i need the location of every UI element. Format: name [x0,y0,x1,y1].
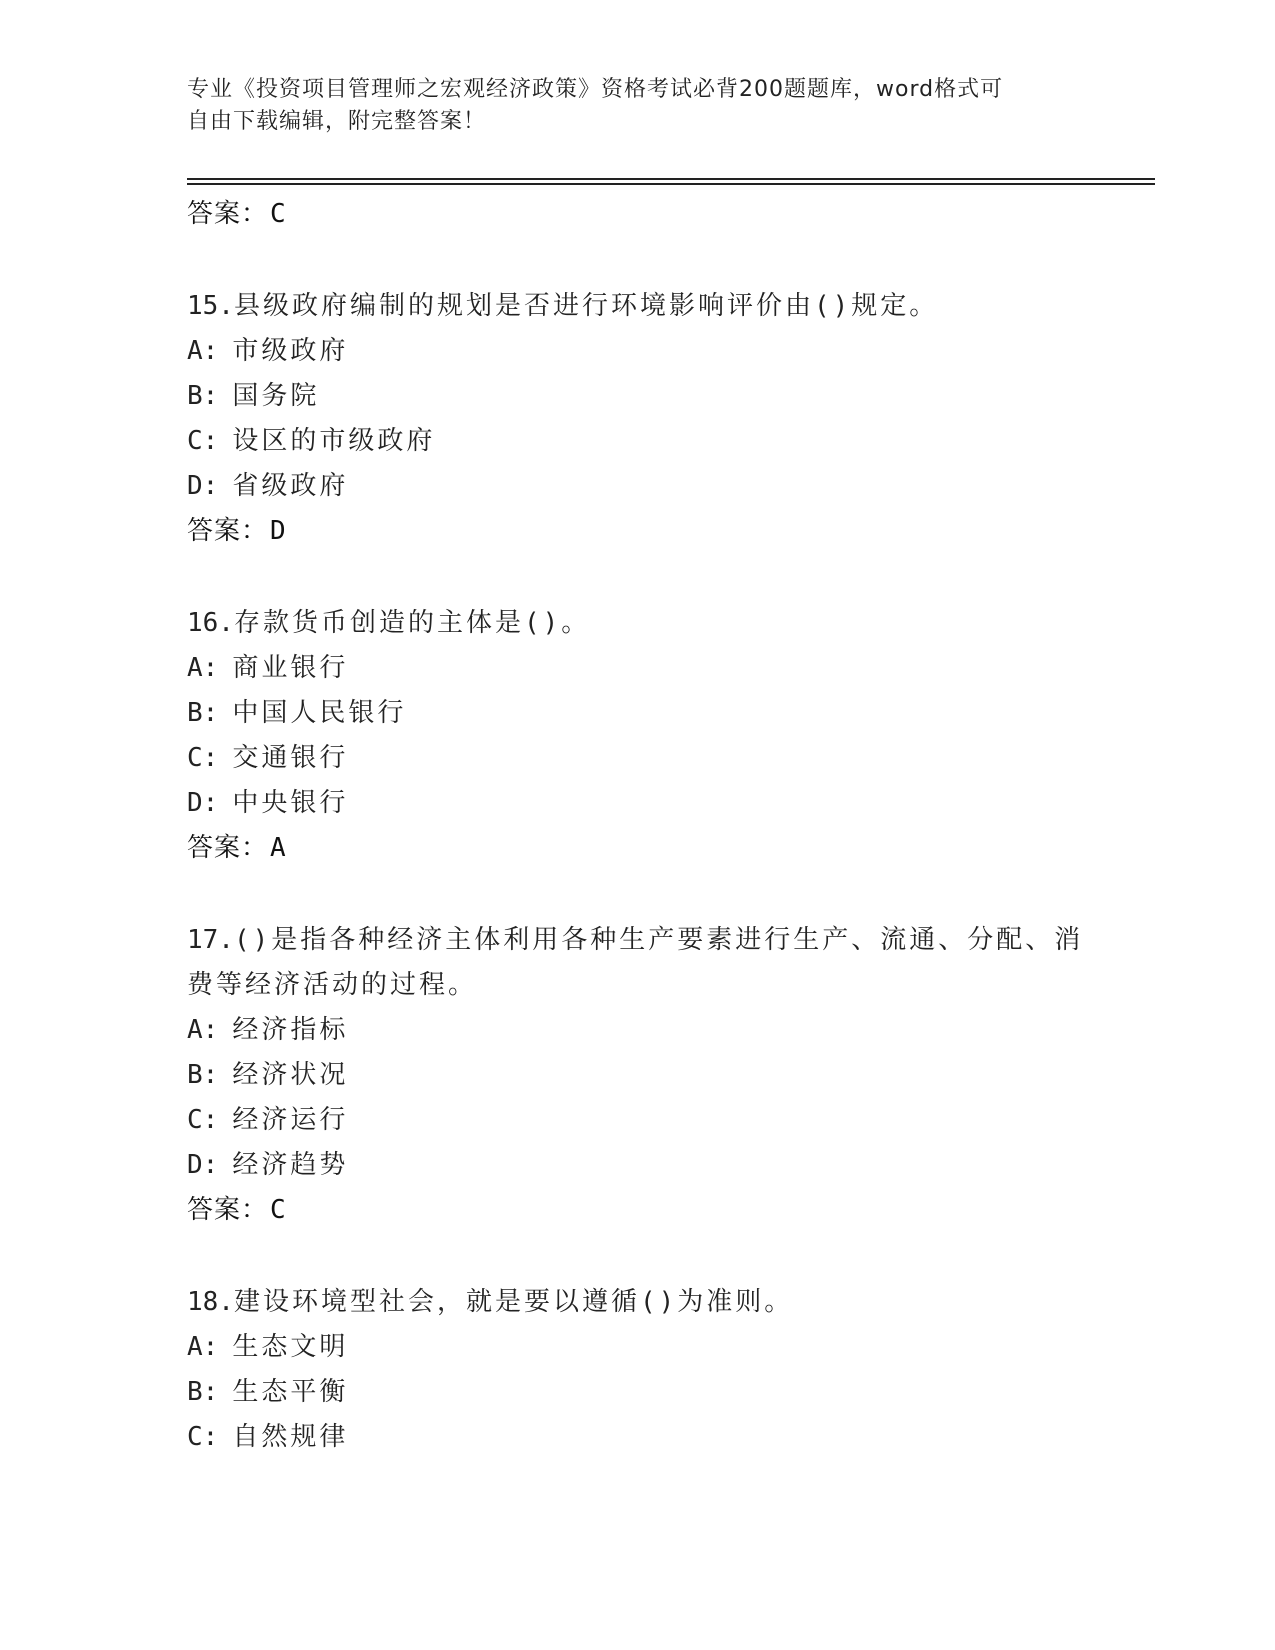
question-block [187,284,1087,549]
question-stem [187,918,1087,963]
option-text: 省级政府 [232,471,349,501]
option-c [187,736,1087,781]
option-separator: : [202,698,219,728]
option-text: 中国人民银行 [232,698,407,728]
question-stem-text: 建设环境型社会，就是要以遵循()为准则。 [233,1287,794,1317]
answer-line [187,1192,1087,1228]
option-letter: D [187,788,203,818]
header-rule-bottom [187,183,1155,185]
option-text: 经济状况 [232,1060,349,1090]
answer-line [187,513,1087,549]
option-letter: C [187,426,203,456]
option-separator: : [202,336,219,366]
option-b [187,1370,1087,1415]
option-text: 生态平衡 [232,1377,349,1407]
question-stem [187,1280,1087,1325]
option-letter: A [187,1332,203,1362]
answer-label: 答案： [187,516,269,546]
answer-label: 答案： [187,1195,269,1225]
option-letter: B [187,1377,203,1407]
option-a [187,1325,1087,1370]
question-number: 16. [187,608,234,638]
option-b [187,374,1087,419]
option-d [187,1143,1087,1188]
header-title-line-2: 自由下载编辑，附完整答案！ [187,109,487,134]
header-title-line-1: 专业《投资项目管理师之宏观经济政策》资格考试必背200题题库，word格式可 [187,77,1004,102]
option-letter: D [187,1150,203,1180]
option-separator: : [202,788,219,818]
option-c [187,1098,1087,1143]
question-list [187,192,1087,1460]
answer-value: C [270,1195,287,1225]
option-b [187,1053,1087,1098]
option-separator: : [202,1422,219,1452]
header-rule-top [187,178,1155,180]
option-text: 自然规律 [232,1422,349,1452]
option-separator: : [202,1105,219,1135]
option-letter: D [187,471,203,501]
option-separator: : [202,1015,219,1045]
question-block [187,1280,1087,1460]
answer-label: 答案： [187,199,269,229]
option-letter: A [187,1015,203,1045]
question-stem-text: 存款货币创造的主体是()。 [233,608,591,638]
answer-line [187,196,1087,232]
option-letter: A [187,336,203,366]
option-letter: C [187,1422,203,1452]
option-text: 生态文明 [232,1332,349,1362]
question-stem [187,601,1087,646]
answer-label: 答案： [187,833,269,863]
option-separator: : [202,381,219,411]
option-c [187,1415,1087,1460]
option-c [187,419,1087,464]
option-text: 市级政府 [232,336,349,366]
option-a [187,646,1087,691]
question-block [187,601,1087,866]
option-separator: : [202,426,219,456]
option-text: 设区的市级政府 [232,426,436,456]
option-text: 国务院 [232,381,320,411]
answer-value: D [270,516,287,546]
question-stem [187,284,1087,329]
document-header [187,74,1087,138]
question-number: 18. [187,1287,234,1317]
answer-line [187,830,1087,866]
question-number: 17. [187,925,234,955]
option-letter: B [187,698,203,728]
option-separator: : [202,1150,219,1180]
option-d [187,464,1087,509]
option-letter: C [187,743,203,773]
option-text: 经济运行 [232,1105,349,1135]
option-d [187,781,1087,826]
option-text: 经济趋势 [232,1150,349,1180]
question-number: 15. [187,291,234,321]
question-block [187,918,1087,1228]
option-separator: : [202,653,219,683]
option-letter: B [187,1060,203,1090]
option-b [187,691,1087,736]
question-stem-text: ()是指各种经济主体利用各种生产要素进行生产、流通、分配、消 [233,925,1084,955]
option-text: 商业银行 [232,653,349,683]
question-stem-text: 县级政府编制的规划是否进行环境影响评价由()规定。 [233,291,939,321]
option-separator: : [202,1332,219,1362]
option-a [187,1008,1087,1053]
option-separator: : [202,1060,219,1090]
option-text: 交通银行 [232,743,349,773]
option-a [187,329,1087,374]
option-separator: : [202,1377,219,1407]
answer-value: A [270,833,287,863]
option-text: 中央银行 [232,788,349,818]
answer-value: C [270,199,287,229]
option-letter: B [187,381,203,411]
question-stem-text: 费等经济活动的过程。 [187,970,478,1000]
option-separator: : [202,743,219,773]
option-letter: C [187,1105,203,1135]
option-letter: A [187,653,203,683]
question-stem [187,963,1087,1008]
option-separator: : [202,471,219,501]
option-text: 经济指标 [232,1015,349,1045]
